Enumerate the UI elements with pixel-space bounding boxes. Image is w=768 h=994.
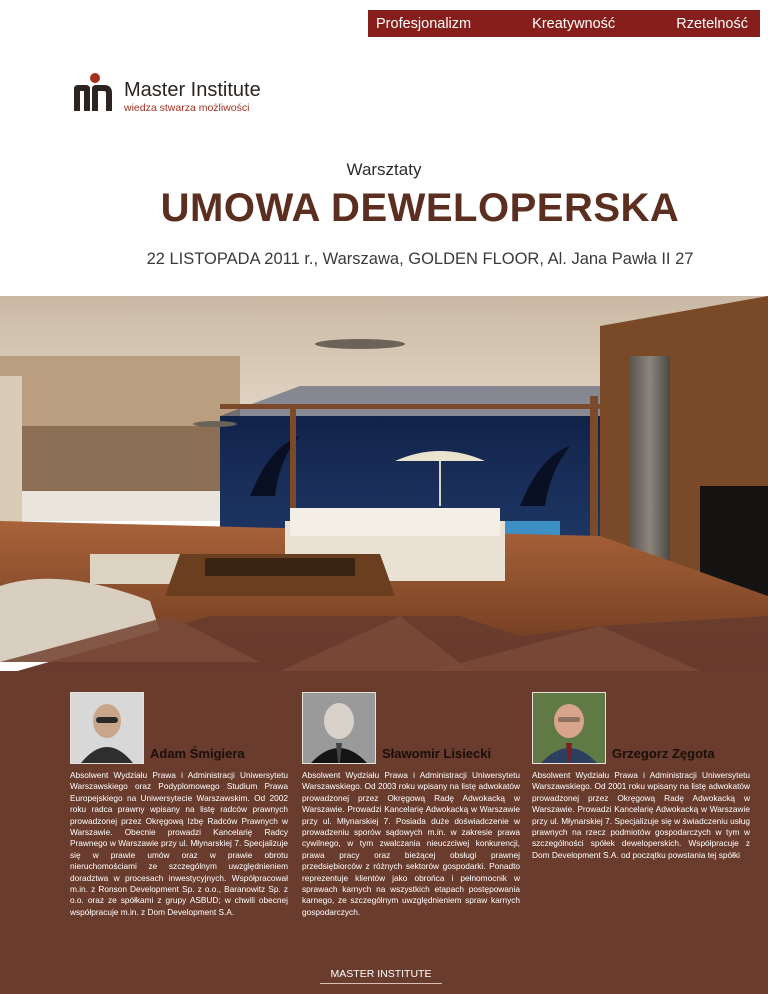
footer-label: MASTER INSTITUTE (320, 968, 442, 984)
speaker-photo (532, 692, 606, 764)
interior-photo (0, 296, 768, 662)
logo-slogan: wiedza stwarza możliwości (124, 102, 250, 114)
tagline-professionalism: Profesjonalizm (376, 15, 472, 32)
speaker-bio: Absolwent Wydziału Prawa i Administracji Uniwersytetu Warszawskiego. Od 2003 roku wpisany na listę adwokatów prowadzonej przez Okręgową Radę Adwokacką w Warszawie. Prowadzi Kancelarię Adwokacką w Warszawie przy ul. Młynarskiej 7. Posiada duże doświadczenie w prowadzeniu sporów sądowych m.in. w zakresie prawa cywilnego, w tym zwalczania nieuczciwej konkurencji, prawa pracy oraz bieżącej obsługi prawnej przedsiębiorców z różnych sektorów gospodarki. Ponadto reprezentuje klientów jako obrońca i pełnomocnik w sprawach karnych na wszystkich etapach postępowania karnego, ze szczególnym uwzględnieniem spraw karnych gospodarczych. (302, 770, 520, 917)
speaker-photo (302, 692, 376, 764)
event-title: UMOWA DEWELOPERSKA (160, 186, 680, 230)
speaker-bio: Absolwent Wydziału Prawa i Administracji Uniwersytetu Warszawskiego oraz Podyplomowego Studium Prawa Europejskiego na Uniwersytecie Warszawskim. Od 2002 roku radca prawny wpisany na listę radców prawnych prowadzonej przez Okręgową Izbę Radców Prawnych w Warszawie. Obecnie prowadzi Kancelarię Radcy Prawnego w Warszawie przy ul. Młynarskiej 7. Specjalizuje się w prawie umów oraz w prawie obrotu nieruchomościami ze szczególnym uwzględnieniem doradztwa w procesach inwestycyjnych. Współpracował m.in. z Ronson Development Sp. z o.o., Baranowitz Sp. z o.o. oraz ze spółkami z grupy ASBUD; w chwili obecnej współpracuje m.in. z Dom Development S.A. (70, 770, 288, 917)
event-type: Warsztaty (346, 160, 422, 179)
speaker-photo (70, 692, 144, 764)
tagline-bar (368, 10, 760, 37)
speaker-bio: Absolwent Wydziału Prawa i Administracji Uniwersytetu Warszawskiego. Od 2001 roku wpisany na listę adwokatów prowadzonej przez Okręgową Radę Adwokacką w Warszawie. Prowadzi Kancelarię Adwokacką w Warszawie przy ul. Młynarskiej 7. Specjalizuje się w świadczeniu usług prawnych na rzecz podmiotów gospodarczych w tym w szczególności spółek deweloperskich. Współpracuje z Dom Development S.A. od początku powstania tej spółki (532, 770, 750, 860)
logo-mark-icon (72, 73, 118, 113)
master-institute-logo (72, 73, 312, 113)
tagline-reliability: Rzetelność (676, 15, 748, 32)
speaker-name: Grzegorz Zęgota (612, 746, 715, 761)
event-details: 22 LISTOPADA 2011 r., Warszawa, GOLDEN FLOOR, Al. Jana Pawła II 27 (146, 250, 694, 268)
logo-name: Master Institute (124, 79, 261, 101)
speaker-name: Adam Śmigiera (150, 746, 245, 761)
speaker-name: Sławomir Lisiecki (382, 746, 492, 761)
tagline-creativity: Kreatywność (532, 15, 616, 32)
